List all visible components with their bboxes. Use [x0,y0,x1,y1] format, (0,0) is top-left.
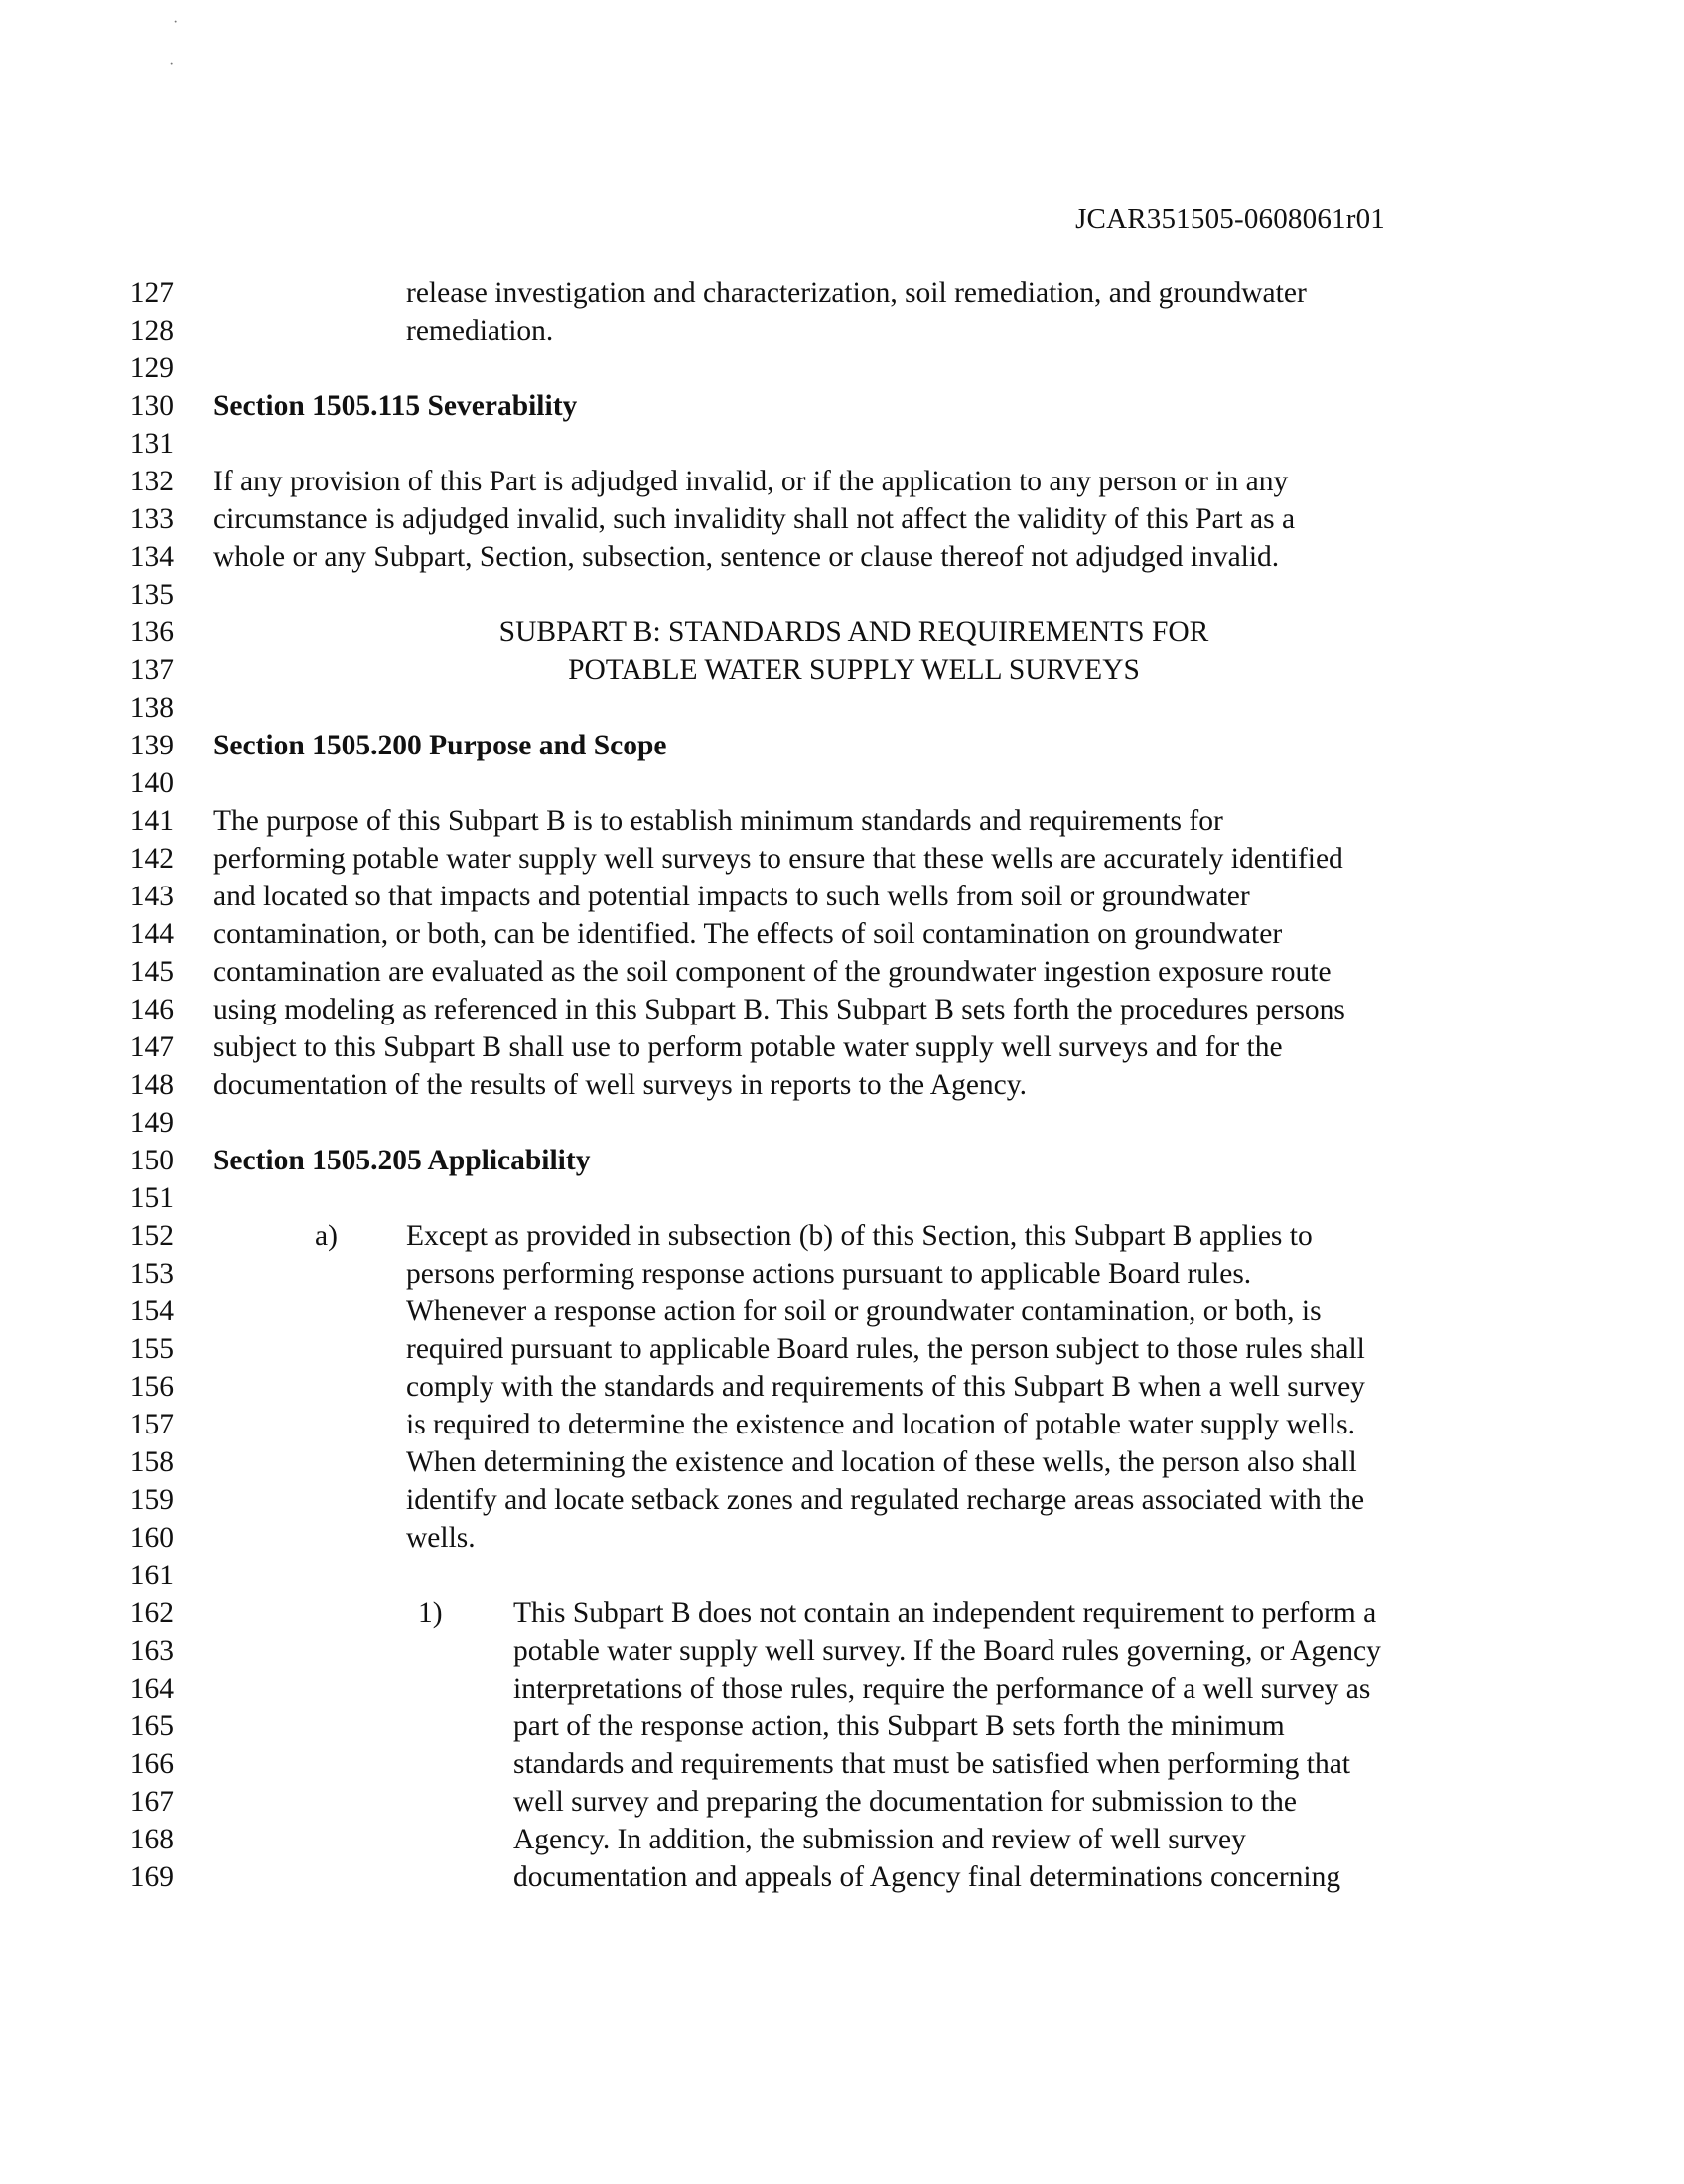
line-text: potable water supply well survey. If the Board rules governing, or Agency [513,1635,1381,1667]
line-number: 161 [129,1560,174,1591]
document-line [0,764,1684,802]
document-line [0,1632,1684,1670]
line-number: 139 [129,730,174,761]
line-text: well survey and preparing the documentation for submission to the [513,1786,1297,1818]
document-line [0,1368,1684,1406]
line-text: Whenever a response action for soil or groundwater contamination, or both, is [406,1296,1322,1327]
line-number: 160 [129,1522,174,1554]
subsection-label: 1) [418,1597,443,1629]
document-line [0,425,1684,463]
line-number: 168 [129,1824,174,1855]
line-number: 166 [129,1748,174,1780]
line-text: wells. [406,1522,476,1554]
line-number: 130 [129,390,174,422]
line-text: This Subpart B does not contain an independent requirement to perform a [513,1597,1377,1629]
numbered-text-body [0,274,1684,1896]
line-text: whole or any Subpart, Section, subsection, sentence or clause thereof not adjudged invalid. [213,541,1280,573]
line-text: Except as provided in subsection (b) of this Section, this Subpart B applies to [406,1220,1313,1252]
document-line [0,1557,1684,1594]
document-id: JCAR351505-0608061r01 [1075,204,1385,235]
document-line [0,349,1684,387]
line-number: 165 [129,1710,174,1742]
line-number: 142 [129,843,174,875]
document-line [0,953,1684,991]
line-text: documentation and appeals of Agency final determinations concerning [513,1861,1341,1893]
document-line [0,1104,1684,1142]
line-text: Agency. In addition, the submission and review of well survey [513,1824,1246,1855]
line-text: interpretations of those rules, require the performance of a well survey as [513,1673,1371,1705]
document-line [0,463,1684,500]
document-line [0,576,1684,614]
line-number: 151 [129,1182,174,1214]
line-number: 154 [129,1296,174,1327]
document-line [0,1707,1684,1745]
document-line [0,1821,1684,1858]
line-text: release investigation and characterization, soil remediation, and groundwater [406,277,1307,309]
line-number: 167 [129,1786,174,1818]
document-line [0,1255,1684,1293]
document-line [0,387,1684,425]
line-number: 127 [129,277,174,309]
document-line [0,538,1684,576]
line-number: 155 [129,1333,174,1365]
line-text: using modeling as referenced in this Subpart B. This Subpart B sets forth the procedures persons [213,994,1345,1025]
document-line [0,1217,1684,1255]
line-text: documentation of the results of well surveys in reports to the Agency. [213,1069,1027,1101]
line-number: 147 [129,1031,174,1063]
document-line [0,1406,1684,1443]
subsection-label: a) [315,1220,338,1252]
line-number: 138 [129,692,174,724]
document-line [0,1594,1684,1632]
line-number: 141 [129,805,174,837]
line-number: 137 [129,654,174,686]
document-line [0,991,1684,1028]
line-text: contamination are evaluated as the soil component of the groundwater ingestion exposure route [213,956,1332,988]
scan-speck: · [169,56,175,72]
document-line [0,651,1684,689]
line-number: 148 [129,1069,174,1101]
line-number: 129 [129,352,174,384]
line-text: performing potable water supply well surveys to ensure that these wells are accurately identified [213,843,1343,875]
document-line [0,727,1684,764]
document-line [0,840,1684,878]
line-text: subject to this Subpart B shall use to perform potable water supply well surveys and for the [213,1031,1283,1063]
document-line [0,1481,1684,1519]
line-number: 150 [129,1145,174,1176]
line-number: 144 [129,918,174,950]
section-heading: Section 1505.115 Severability [213,390,578,422]
line-number: 143 [129,881,174,912]
line-text: is required to determine the existence and location of potable water supply wells. [406,1409,1355,1440]
line-number: 133 [129,503,174,535]
document-line [0,802,1684,840]
subpart-title: SUBPART B: STANDARDS AND REQUIREMENTS FOR [498,616,1209,648]
line-text: persons performing response actions pursuant to applicable Board rules. [406,1258,1252,1290]
line-number: 158 [129,1446,174,1478]
line-number: 128 [129,315,174,346]
line-text: required pursuant to applicable Board rules, the person subject to those rules shall [406,1333,1365,1365]
line-number: 134 [129,541,174,573]
line-number: 135 [129,579,174,611]
document-line [0,1745,1684,1783]
line-number: 157 [129,1409,174,1440]
document-line [0,500,1684,538]
line-number: 131 [129,428,174,460]
line-number: 163 [129,1635,174,1667]
line-text: standards and requirements that must be satisfied when performing that [513,1748,1350,1780]
line-text: If any provision of this Part is adjudged invalid, or if the application to any person or in any [213,466,1289,497]
line-number: 146 [129,994,174,1025]
document-line [0,1330,1684,1368]
line-number: 132 [129,466,174,497]
line-text: remediation. [406,315,554,346]
line-number: 149 [129,1107,174,1139]
subpart-title: POTABLE WATER SUPPLY WELL SURVEYS [568,654,1140,686]
document-line [0,1443,1684,1481]
line-text: The purpose of this Subpart B is to establish minimum standards and requirements for [213,805,1223,837]
line-number: 156 [129,1371,174,1403]
document-line [0,1028,1684,1066]
line-number: 169 [129,1861,174,1893]
document-line [0,1783,1684,1821]
document-line [0,614,1684,651]
line-text: and located so that impacts and potential impacts to such wells from soil or groundwater [213,881,1250,912]
document-line [0,312,1684,349]
section-heading: Section 1505.205 Applicability [213,1145,591,1176]
document-line [0,1670,1684,1707]
line-text: comply with the standards and requirements of this Subpart B when a well survey [406,1371,1365,1403]
document-line [0,274,1684,312]
document-line [0,1858,1684,1896]
line-number: 145 [129,956,174,988]
document-line [0,1066,1684,1104]
document-line [0,1179,1684,1217]
document-line [0,1519,1684,1557]
line-text: part of the response action, this Subpart B sets forth the minimum [513,1710,1285,1742]
document-line [0,878,1684,915]
line-number: 152 [129,1220,174,1252]
document-line [0,1142,1684,1179]
line-number: 140 [129,767,174,799]
line-text: identify and locate setback zones and regulated recharge areas associated with the [406,1484,1365,1516]
line-text: circumstance is adjudged invalid, such invalidity shall not affect the validity of this Part as a [213,503,1296,535]
line-number: 153 [129,1258,174,1290]
document-line [0,915,1684,953]
line-text: contamination, or both, can be identified. The effects of soil contamination on groundwater [213,918,1283,950]
line-number: 164 [129,1673,174,1705]
line-number: 136 [129,616,174,648]
scan-speck: · [173,14,179,31]
line-text: When determining the existence and location of these wells, the person also shall [406,1446,1357,1478]
line-number: 162 [129,1597,174,1629]
line-number: 159 [129,1484,174,1516]
document-line [0,689,1684,727]
section-heading: Section 1505.200 Purpose and Scope [213,730,667,761]
document-line [0,1293,1684,1330]
